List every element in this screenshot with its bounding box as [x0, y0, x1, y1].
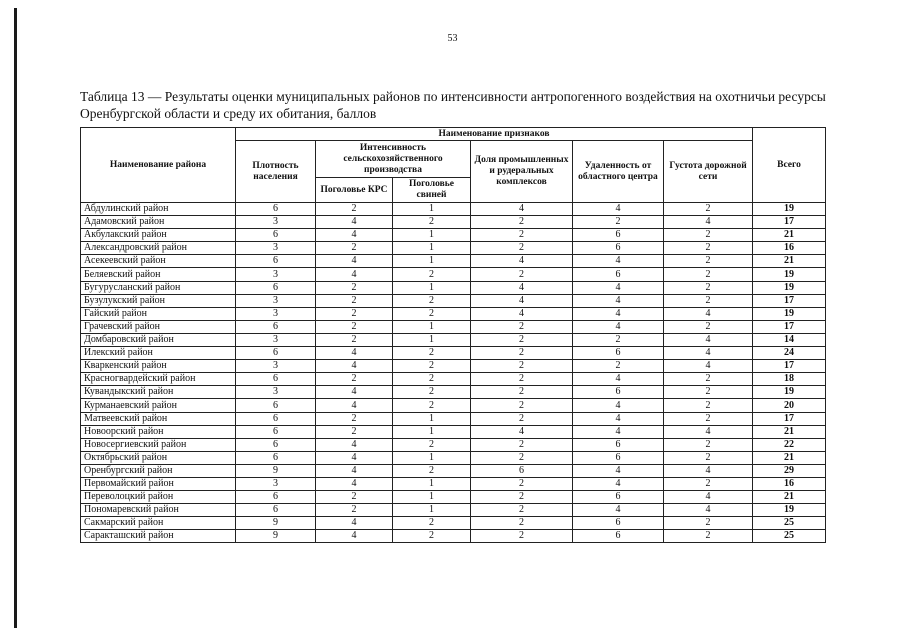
score-cell: 6	[236, 255, 316, 268]
table-row	[81, 464, 826, 477]
score-cell: 2	[393, 268, 471, 281]
score-cell: 2	[471, 438, 573, 451]
score-cell: 4	[316, 255, 393, 268]
score-cell: 4	[316, 464, 393, 477]
score-cell: 6	[573, 386, 664, 399]
score-cell: 3	[236, 386, 316, 399]
score-cell: 2	[316, 373, 393, 386]
district-name-cell: Грачевский район	[81, 320, 236, 333]
district-name-cell: Сакмарский район	[81, 517, 236, 530]
score-cell: 2	[393, 399, 471, 412]
table-row	[81, 242, 826, 255]
score-cell: 2	[664, 399, 753, 412]
total-cell: 21	[753, 451, 826, 464]
header-group: Наименование признаков	[236, 128, 753, 141]
score-cell: 2	[471, 268, 573, 281]
score-cell: 2	[471, 333, 573, 346]
total-cell: 17	[753, 294, 826, 307]
score-cell: 4	[471, 203, 573, 216]
total-cell: 22	[753, 438, 826, 451]
score-cell: 1	[393, 412, 471, 425]
district-name-cell: Кваркенский район	[81, 360, 236, 373]
score-cell: 9	[236, 517, 316, 530]
header-agri: Интенсивность сельскохозяйственного производства	[316, 141, 471, 178]
score-cell: 6	[573, 242, 664, 255]
header-district: Наименование района	[81, 128, 236, 203]
score-cell: 2	[471, 517, 573, 530]
score-cell: 4	[573, 399, 664, 412]
district-name-cell: Матвеевский район	[81, 412, 236, 425]
score-cell: 2	[471, 504, 573, 517]
district-name-cell: Беляевский район	[81, 268, 236, 281]
score-cell: 3	[236, 242, 316, 255]
score-cell: 4	[573, 373, 664, 386]
total-cell: 21	[753, 255, 826, 268]
score-cell: 2	[393, 517, 471, 530]
score-cell: 2	[393, 347, 471, 360]
table-row	[81, 203, 826, 216]
score-cell: 4	[316, 477, 393, 490]
score-cell: 4	[316, 451, 393, 464]
score-cell: 6	[236, 229, 316, 242]
table-row	[81, 412, 826, 425]
score-cell: 2	[664, 255, 753, 268]
score-cell: 2	[393, 294, 471, 307]
score-cell: 2	[393, 216, 471, 229]
table-row	[81, 438, 826, 451]
total-cell: 17	[753, 216, 826, 229]
score-cell: 2	[471, 491, 573, 504]
score-cell: 2	[393, 373, 471, 386]
score-cell: 6	[236, 425, 316, 438]
score-cell: 4	[573, 294, 664, 307]
score-cell: 2	[393, 360, 471, 373]
score-cell: 6	[573, 438, 664, 451]
score-cell: 3	[236, 216, 316, 229]
score-cell: 1	[393, 504, 471, 517]
score-cell: 2	[393, 464, 471, 477]
score-cell: 6	[236, 320, 316, 333]
district-name-cell: Акбулакский район	[81, 229, 236, 242]
score-cell: 4	[573, 255, 664, 268]
score-cell: 2	[316, 504, 393, 517]
score-cell: 4	[316, 216, 393, 229]
score-cell: 2	[471, 242, 573, 255]
header-density: Плотность населения	[236, 141, 316, 203]
header-pigs: Поголовье свиней	[393, 178, 471, 203]
district-name-cell: Октябрьский район	[81, 451, 236, 464]
score-cell: 2	[664, 477, 753, 490]
score-cell: 6	[236, 438, 316, 451]
score-cell: 2	[573, 333, 664, 346]
score-cell: 6	[471, 464, 573, 477]
score-cell: 2	[664, 294, 753, 307]
score-cell: 1	[393, 425, 471, 438]
score-cell: 4	[664, 216, 753, 229]
district-name-cell: Саракташский район	[81, 530, 236, 543]
score-cell: 4	[664, 464, 753, 477]
score-cell: 6	[573, 229, 664, 242]
score-cell: 4	[316, 517, 393, 530]
table-row	[81, 530, 826, 543]
score-cell: 2	[471, 360, 573, 373]
score-cell: 6	[236, 373, 316, 386]
table-body	[81, 203, 826, 543]
score-cell: 2	[316, 203, 393, 216]
header-total: Всего	[753, 128, 826, 203]
score-cell: 2	[664, 229, 753, 242]
district-name-cell: Курманаевский район	[81, 399, 236, 412]
district-name-cell: Новоорский район	[81, 425, 236, 438]
score-cell: 4	[316, 360, 393, 373]
score-cell: 2	[393, 438, 471, 451]
table-row	[81, 320, 826, 333]
total-cell: 19	[753, 268, 826, 281]
table-row	[81, 517, 826, 530]
table-row	[81, 399, 826, 412]
district-name-cell: Первомайский район	[81, 477, 236, 490]
score-cell: 1	[393, 242, 471, 255]
score-cell: 2	[471, 477, 573, 490]
district-name-cell: Адамовский район	[81, 216, 236, 229]
score-cell: 2	[573, 360, 664, 373]
score-cell: 6	[236, 347, 316, 360]
score-cell: 2	[471, 347, 573, 360]
total-cell: 17	[753, 412, 826, 425]
score-cell: 2	[664, 451, 753, 464]
score-cell: 6	[236, 491, 316, 504]
district-name-cell: Новосергиевский район	[81, 438, 236, 451]
score-cell: 2	[316, 412, 393, 425]
score-cell: 3	[236, 268, 316, 281]
score-cell: 6	[573, 530, 664, 543]
score-cell: 4	[316, 438, 393, 451]
score-cell: 1	[393, 255, 471, 268]
table-row	[81, 491, 826, 504]
district-name-cell: Пономаревский район	[81, 504, 236, 517]
total-cell: 16	[753, 477, 826, 490]
total-cell: 25	[753, 530, 826, 543]
table-row	[81, 425, 826, 438]
score-cell: 4	[573, 425, 664, 438]
score-cell: 1	[393, 203, 471, 216]
score-cell: 6	[573, 517, 664, 530]
page-number: 53	[447, 33, 458, 44]
score-cell: 4	[316, 530, 393, 543]
table-row	[81, 451, 826, 464]
total-cell: 19	[753, 307, 826, 320]
score-cell: 4	[573, 307, 664, 320]
score-cell: 1	[393, 477, 471, 490]
score-cell: 2	[316, 425, 393, 438]
score-cell: 4	[664, 360, 753, 373]
score-cell: 3	[236, 477, 316, 490]
score-cell: 6	[236, 451, 316, 464]
total-cell: 25	[753, 517, 826, 530]
district-name-cell: Илекский район	[81, 347, 236, 360]
score-cell: 2	[393, 530, 471, 543]
score-cell: 6	[236, 281, 316, 294]
total-cell: 20	[753, 399, 826, 412]
score-cell: 2	[664, 438, 753, 451]
score-cell: 6	[236, 412, 316, 425]
score-cell: 2	[471, 373, 573, 386]
score-cell: 2	[316, 491, 393, 504]
score-cell: 4	[573, 281, 664, 294]
score-cell: 4	[316, 386, 393, 399]
table-row	[81, 347, 826, 360]
district-name-cell: Асекеевский район	[81, 255, 236, 268]
score-cell: 2	[393, 386, 471, 399]
score-cell: 2	[393, 307, 471, 320]
score-cell: 6	[236, 203, 316, 216]
score-cell: 4	[664, 333, 753, 346]
score-cell: 2	[316, 320, 393, 333]
score-cell: 2	[664, 373, 753, 386]
score-cell: 4	[664, 307, 753, 320]
total-cell: 21	[753, 425, 826, 438]
table-row	[81, 386, 826, 399]
total-cell: 29	[753, 464, 826, 477]
total-cell: 19	[753, 386, 826, 399]
score-cell: 4	[471, 255, 573, 268]
scan-edge	[14, 8, 17, 628]
score-cell: 2	[471, 320, 573, 333]
table-row	[81, 477, 826, 490]
score-cell: 2	[471, 412, 573, 425]
score-cell: 1	[393, 451, 471, 464]
total-cell: 19	[753, 203, 826, 216]
district-name-cell: Оренбургский район	[81, 464, 236, 477]
score-cell: 4	[471, 425, 573, 438]
score-cell: 3	[236, 294, 316, 307]
table-row	[81, 307, 826, 320]
score-cell: 2	[316, 307, 393, 320]
district-name-cell: Бузулукский район	[81, 294, 236, 307]
score-cell: 9	[236, 464, 316, 477]
score-cell: 3	[236, 360, 316, 373]
score-cell: 2	[471, 399, 573, 412]
score-cell: 1	[393, 333, 471, 346]
score-cell: 6	[236, 399, 316, 412]
header-industrial: Доля промышленных и рудеральных комплексов	[471, 141, 573, 203]
score-cell: 9	[236, 530, 316, 543]
score-cell: 4	[471, 307, 573, 320]
score-cell: 1	[393, 320, 471, 333]
header-roads: Густота дорожной сети	[664, 141, 753, 203]
total-cell: 19	[753, 281, 826, 294]
score-cell: 2	[471, 229, 573, 242]
total-cell: 21	[753, 229, 826, 242]
score-cell: 4	[471, 281, 573, 294]
score-cell: 6	[573, 491, 664, 504]
score-cell: 2	[316, 281, 393, 294]
score-cell: 2	[664, 530, 753, 543]
district-name-cell: Переволоцкий район	[81, 491, 236, 504]
score-cell: 2	[664, 203, 753, 216]
score-cell: 4	[573, 477, 664, 490]
table-row	[81, 373, 826, 386]
total-cell: 17	[753, 320, 826, 333]
score-cell: 2	[471, 216, 573, 229]
score-cell: 4	[573, 203, 664, 216]
score-cell: 2	[664, 268, 753, 281]
district-name-cell: Домбаровский район	[81, 333, 236, 346]
table-row	[81, 229, 826, 242]
score-cell: 6	[573, 451, 664, 464]
score-cell: 4	[664, 347, 753, 360]
table-row	[81, 333, 826, 346]
district-name-cell: Абдулинский район	[81, 203, 236, 216]
score-cell: 4	[316, 268, 393, 281]
district-name-cell: Кувандыкский район	[81, 386, 236, 399]
district-name-cell: Бугурусланский район	[81, 281, 236, 294]
total-cell: 16	[753, 242, 826, 255]
score-cell: 4	[316, 347, 393, 360]
district-name-cell: Гайский район	[81, 307, 236, 320]
score-cell: 6	[236, 504, 316, 517]
header-cattle: Поголовье КРС	[316, 178, 393, 203]
table-row	[81, 360, 826, 373]
total-cell: 18	[753, 373, 826, 386]
total-cell: 24	[753, 347, 826, 360]
district-name-cell: Александровский район	[81, 242, 236, 255]
score-cell: 4	[664, 491, 753, 504]
table-row	[81, 504, 826, 517]
table-caption: Таблица 13 — Результаты оценки муниципальных районов по интенсивности антропогенного воздействия на охотничьи ресурсы Оренбургской области и среду их обитания, баллов	[80, 89, 826, 121]
table-row	[81, 216, 826, 229]
table-row	[81, 268, 826, 281]
table-row	[81, 281, 826, 294]
score-cell: 4	[573, 504, 664, 517]
district-name-cell: Красногвардейский район	[81, 373, 236, 386]
header-distance: Удаленность от областного центра	[573, 141, 664, 203]
score-cell: 2	[573, 216, 664, 229]
score-cell: 2	[316, 333, 393, 346]
score-cell: 4	[316, 229, 393, 242]
data-table	[80, 127, 826, 543]
total-cell: 17	[753, 360, 826, 373]
score-cell: 4	[573, 320, 664, 333]
score-cell: 2	[664, 412, 753, 425]
score-cell: 2	[664, 386, 753, 399]
score-cell: 1	[393, 491, 471, 504]
score-cell: 4	[664, 425, 753, 438]
score-cell: 4	[316, 399, 393, 412]
total-cell: 21	[753, 491, 826, 504]
score-cell: 2	[664, 517, 753, 530]
total-cell: 19	[753, 504, 826, 517]
score-cell: 2	[316, 294, 393, 307]
score-cell: 2	[471, 451, 573, 464]
score-cell: 2	[664, 242, 753, 255]
score-cell: 2	[471, 530, 573, 543]
score-cell: 3	[236, 307, 316, 320]
score-cell: 4	[471, 294, 573, 307]
score-cell: 2	[316, 242, 393, 255]
score-cell: 2	[664, 281, 753, 294]
table-row	[81, 255, 826, 268]
score-cell: 1	[393, 229, 471, 242]
total-cell: 14	[753, 333, 826, 346]
score-cell: 1	[393, 281, 471, 294]
score-cell: 4	[573, 464, 664, 477]
table-row	[81, 294, 826, 307]
score-cell: 6	[573, 268, 664, 281]
score-cell: 3	[236, 333, 316, 346]
score-cell: 4	[664, 504, 753, 517]
score-cell: 4	[573, 412, 664, 425]
score-cell: 2	[664, 320, 753, 333]
score-cell: 6	[573, 347, 664, 360]
score-cell: 2	[471, 386, 573, 399]
